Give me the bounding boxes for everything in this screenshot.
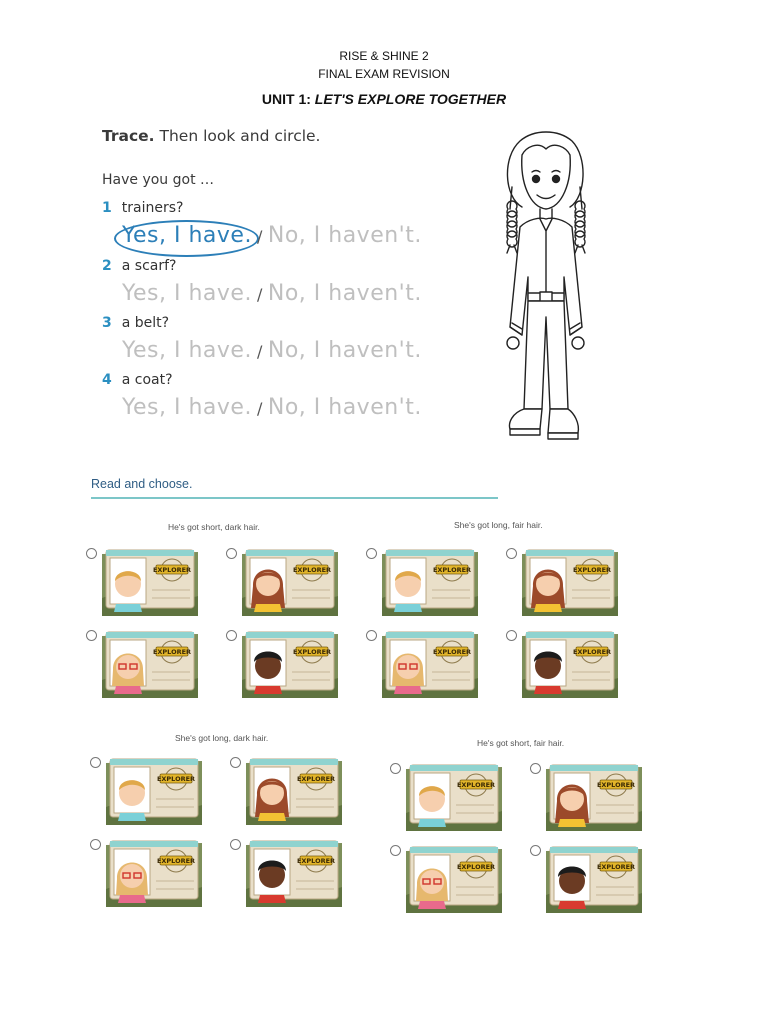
svg-text:EXPLORER: EXPLORER [152,648,192,656]
option-radio[interactable] [86,548,97,559]
option-radio[interactable] [530,845,541,856]
header-exam-title: FINAL EXAM REVISION [318,67,450,81]
svg-text:EXPLORER: EXPLORER [296,775,336,783]
svg-text:EXPLORER: EXPLORER [296,857,336,865]
explorer-card-girl-fair-glasses[interactable] [106,837,202,907]
explorer-card-girl-fair-glasses[interactable] [102,628,198,698]
unit-name: LET'S EXPLORE TOGETHER [314,91,507,107]
explorer-card-boy-dark-short[interactable] [522,628,618,698]
option-radio[interactable] [390,845,401,856]
svg-text:EXPLORER: EXPLORER [572,648,612,656]
svg-text:EXPLORER: EXPLORER [596,863,636,871]
answer-no[interactable]: No, I haven't. [267,281,422,306]
question-1 [102,200,183,216]
exercise1-instruction [102,127,320,145]
svg-text:EXPLORER: EXPLORER [292,566,332,574]
unit-title [0,91,768,107]
title-underline [91,497,498,499]
explorer-card-boy-dark-short[interactable] [246,837,342,907]
option-radio[interactable] [86,630,97,641]
question-word: a scarf? [121,258,177,274]
explorer-card-boy-fair-short[interactable] [406,761,502,831]
answer-row-1 [122,223,422,248]
option-radio[interactable] [366,548,377,559]
header-series-title: RISE & SHINE 2 [339,49,429,63]
answer-row-2 [122,281,422,306]
instruction-trace: Trace. [102,127,155,145]
option-radio[interactable] [366,630,377,641]
explorer-card-boy-fair-short[interactable] [382,546,478,616]
svg-text:EXPLORER: EXPLORER [572,566,612,574]
svg-text:EXPLORER: EXPLORER [292,648,332,656]
answer-yes[interactable]: Yes, I have. [122,281,252,306]
question-2 [102,258,176,274]
answer-row-3 [122,338,422,363]
svg-text:EXPLORER: EXPLORER [156,857,196,865]
explorer-card-boy-dark-short[interactable] [242,628,338,698]
question-word: a belt? [121,315,170,331]
question-word: trainers? [121,200,184,216]
answer-slash: / [256,342,263,361]
question-number: 3 [102,315,112,331]
option-radio[interactable] [230,839,241,850]
explorer-card-girl-dark-long[interactable] [242,546,338,616]
option-radio[interactable] [506,630,517,641]
question-number: 1 [102,200,112,216]
instruction-rest: Then look and circle. [154,127,321,145]
answer-slash: / [256,227,263,246]
option-radio[interactable] [226,630,237,641]
explorer-card-girl-fair-glasses[interactable] [406,843,502,913]
answer-slash: / [256,399,263,418]
exercise2-title: Read and choose. [91,477,193,491]
explorer-card-girl-dark-long[interactable] [546,761,642,831]
explorer-card-boy-dark-short[interactable] [546,843,642,913]
answer-slash: / [256,285,263,304]
group-label: He's got short, fair hair. [477,738,565,748]
answer-row-4 [122,395,422,420]
question-number: 4 [102,372,112,388]
exercise1-prompt: Have you got … [102,172,215,188]
answer-no[interactable]: No, I haven't. [267,338,422,363]
girl-illustration [490,127,602,449]
svg-text:EXPLORER: EXPLORER [456,863,496,871]
svg-text:EXPLORER: EXPLORER [156,775,196,783]
svg-text:EXPLORER: EXPLORER [596,781,636,789]
group-label: He's got short, dark hair. [168,522,260,532]
svg-text:EXPLORER: EXPLORER [432,648,472,656]
question-4 [102,372,173,388]
unit-prefix: UNIT 1: [261,91,315,107]
answer-yes[interactable]: Yes, I have. [122,395,252,420]
question-number: 2 [102,258,112,274]
option-radio[interactable] [90,839,101,850]
svg-text:EXPLORER: EXPLORER [432,566,472,574]
question-3 [102,315,169,331]
option-radio[interactable] [390,763,401,774]
explorer-card-boy-fair-short[interactable] [102,546,198,616]
answer-yes[interactable]: Yes, I have. [122,338,252,363]
explorer-card-boy-fair-short[interactable] [106,755,202,825]
option-radio[interactable] [230,757,241,768]
option-radio[interactable] [90,757,101,768]
group-label: She's got long, dark hair. [175,733,269,743]
answer-yes[interactable]: Yes, I have. [122,223,252,248]
explorer-card-girl-dark-long[interactable] [246,755,342,825]
answer-no[interactable]: No, I haven't. [267,395,422,420]
option-radio[interactable] [530,763,541,774]
option-radio[interactable] [506,548,517,559]
question-word: a coat? [121,372,173,388]
svg-text:EXPLORER: EXPLORER [152,566,192,574]
svg-text:EXPLORER: EXPLORER [456,781,496,789]
explorer-card-girl-fair-glasses[interactable] [382,628,478,698]
option-radio[interactable] [226,548,237,559]
explorer-card-girl-dark-long[interactable] [522,546,618,616]
answer-no[interactable]: No, I haven't. [267,223,422,248]
group-label: She's got long, fair hair. [454,520,543,530]
